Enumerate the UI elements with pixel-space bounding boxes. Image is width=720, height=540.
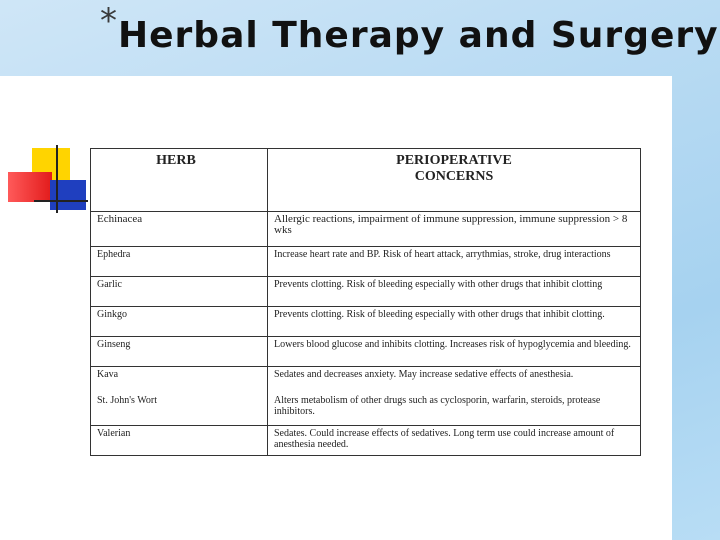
herb-table <box>90 148 641 456</box>
table-row <box>91 367 641 394</box>
table-row <box>91 393 641 426</box>
concern-cell: Prevents clotting. Risk of bleeding especially with other drugs that inhibit clotting <box>268 277 641 307</box>
title-bullet: * <box>100 1 117 41</box>
herb-cell: Garlic <box>91 277 268 307</box>
herb-cell: Ephedra <box>91 247 268 277</box>
table-header-row <box>91 149 641 212</box>
concern-cell: Alters metabolism of other drugs such as cyclosporin, warfarin, steroids, protease inhibitors. <box>268 393 641 426</box>
decor-red-square <box>8 172 52 202</box>
title-bar <box>0 0 720 76</box>
herb-cell: Echinacea <box>91 212 268 247</box>
herb-cell: Ginkgo <box>91 307 268 337</box>
table-row <box>91 426 641 456</box>
concern-cell: Sedates. Could increase effects of sedatives. Long term use could increase amount of anesthesia needed. <box>268 426 641 456</box>
concern-cell: Increase heart rate and BP. Risk of heart attack, arrythmias, stroke, drug interactions <box>268 247 641 277</box>
herb-cell: Ginseng <box>91 337 268 367</box>
concern-cell: Allergic reactions, impairment of immune suppression, immune suppression > 8 wks <box>268 212 641 247</box>
herb-cell: Kava <box>91 367 268 394</box>
herb-cell: Valerian <box>91 426 268 456</box>
decor-vertical-line <box>56 145 58 213</box>
table-row <box>91 307 641 337</box>
concern-cell: Sedates and decreases anxiety. May increase sedative effects of anesthesia. <box>268 367 641 394</box>
herb-cell: St. John's Wort <box>91 393 268 426</box>
concern-cell: Lowers blood glucose and inhibits clotting. Increases risk of hypoglycemia and bleeding. <box>268 337 641 367</box>
concern-cell: Prevents clotting. Risk of bleeding especially with other drugs that inhibit clotting. <box>268 307 641 337</box>
table-row <box>91 337 641 367</box>
header-concerns: PERIOPERATIVE CONCERNS <box>268 149 641 212</box>
table-row <box>91 277 641 307</box>
table-row <box>91 212 641 247</box>
slide-title: Herbal Therapy and Surgery <box>118 15 719 56</box>
decor-horizontal-line <box>34 200 88 202</box>
header-herb: HERB <box>91 149 268 212</box>
table-row <box>91 247 641 277</box>
